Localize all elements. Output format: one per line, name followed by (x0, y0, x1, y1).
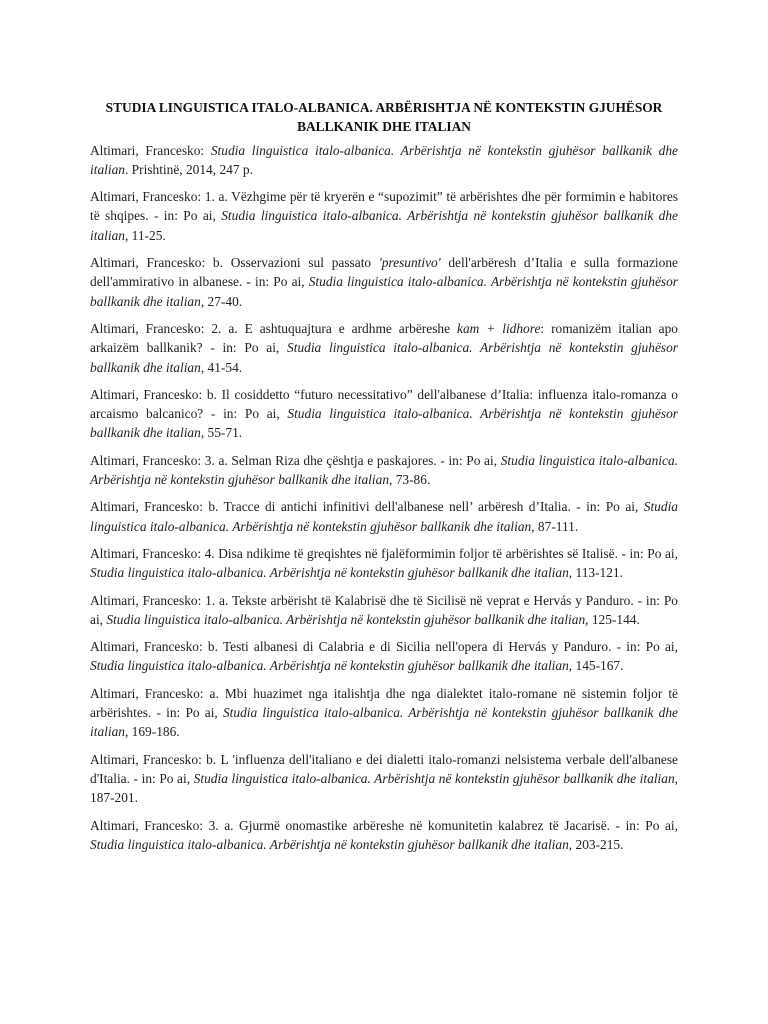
entry-text: , 87-111. (531, 518, 579, 534)
entry-text: , 41-54. (200, 359, 243, 375)
entry-text: , 113-121. (568, 565, 623, 581)
entry-italic-text: Studia linguistica italo-albanica. Arbërishtja në kontekstin gjuhësor ballkanik dhe italian (90, 499, 678, 534)
entry-italic-text: Studia linguistica italo-albanica. Arbërishtja në kontekstin gjuhësor ballkanik dhe italian (193, 770, 675, 786)
entry-text: Altimari, Francesko: b. Osservazioni sul passato (90, 255, 379, 271)
entry-text: Altimari, Francesko: 3. a. Selman Riza dhe çështja e paskajores. - in: Po ai, (90, 452, 501, 468)
bibliography-entry (90, 385, 678, 443)
entry-text: , 27-40. (200, 293, 243, 309)
bibliography-entry (90, 141, 678, 180)
entry-italic-text: Studia linguistica italo-albanica. Arbërishtja në kontekstin gjuhësor ballkanik dhe italian (90, 340, 679, 375)
entry-text: , 169-186. (124, 724, 180, 740)
entry-text: dell'arbëresh d’Italia e sulla formazione dell'ammirativo in albanese. - in: Po ai, (90, 255, 678, 290)
bibliography-entry (90, 544, 678, 583)
bibliography-entry (90, 451, 678, 490)
entry-text: , 125-144. (585, 611, 640, 627)
entry-italic-text: Studia linguistica italo-albanica. Arbërishtja në kontekstin gjuhësor ballkanik dhe italian (90, 836, 569, 852)
entry-italic-text: Studia linguistica italo-albanica. Arbërishtja në kontekstin gjuhësor ballkanik dhe italian (90, 142, 678, 177)
entry-text: : romanizëm italian apo arkaizëm ballkanik? - in: Po ai, (90, 320, 678, 356)
entry-text: Altimari, Francesko: 2. a. E ashtuquajtura e ardhme arbëreshe (90, 320, 457, 336)
entry-text: Altimari, Francesko: b. Tracce di antichi infinitivi dell'albanese nell’ arbëresh d’Italia. - in: Po ai, (90, 499, 644, 515)
bibliography-entry (90, 497, 678, 536)
entry-italic-text: kam + lidhore (457, 320, 541, 336)
entry-italic-text: 'presuntivo' (378, 255, 441, 271)
entry-text: Altimari, Francesko: a. Mbi huazimet nga italishtja dhe nga dialektet italo-romane në sistemin foljor të arbërishtes. - in: Po ai, (90, 685, 678, 721)
entry-text: Altimari, Francesko: 1. a. Vëzhgime për të kryerën e “supozimit” të arbërishtes dhe për formimin e habitores të shqipes. - in: Po ai, (90, 189, 678, 224)
entry-text: Altimari, Francesko: 3. a. Gjurmë onomastike arbëreshe në komunitetin kalabrez të Jacarisë. - in: Po ai, (90, 817, 678, 833)
bibliography-entry (90, 750, 678, 808)
entry-italic-text: Studia linguistica italo-albanica. Arbërishtja në kontekstin gjuhësor ballkanik dhe italian (90, 452, 678, 488)
entry-text: , 203-215. (568, 836, 624, 852)
bibliography-entry (90, 684, 678, 742)
entry-text: , 73-86. (389, 472, 431, 488)
entry-text: Altimari, Francesko: 1. a. Tekste arbërisht të Kalabrisë dhe të Sicilisë në veprat e Hervás y Panduro. - in: Po ai, (90, 592, 678, 627)
entry-text: Altimari, Francesko: b. Testi albanesi di Calabria e di Sicilia nell'opera di Hervás y Panduro. - in: Po ai, (90, 639, 678, 655)
entry-italic-text: Studia linguistica italo-albanica. Arbërishtja në kontekstin gjuhësor ballkanik dhe italian (90, 705, 678, 740)
bibliography-entry (90, 637, 678, 676)
entry-text: , 11-25. (124, 227, 166, 243)
entry-italic-text: Studia linguistica italo-albanica. Arbërishtja në kontekstin gjuhësor ballkanik dhe italian (90, 274, 679, 309)
entry-italic-text: Studia linguistica italo-albanica. Arbërishtja në kontekstin gjuhësor ballkanik dhe italian (90, 406, 678, 441)
bibliography-entry (90, 253, 678, 311)
entry-text: Altimari, Francesko: b. Il cosiddetto “futuro necessitativo” dell'albanese d’Italia: influenza italo-romanza o arcaismo balcanico? - in: Po ai, (90, 386, 678, 422)
entry-text: Altimari, Francesko: 4. Disa ndikime të greqishtes në fjalëformimin foljor të arbërishtes së Italisë. - in: Po ai, (90, 545, 678, 561)
entry-text: Altimari, Francesko: (90, 142, 211, 158)
entry-italic-text: Studia linguistica italo-albanica. Arbërishtja në kontekstin gjuhësor ballkanik dhe italian (90, 658, 569, 674)
entry-italic-text: Studia linguistica italo-albanica. Arbërishtja në kontekstin gjuhësor ballkanik dhe italian (106, 611, 586, 627)
entry-italic-text: Studia linguistica italo-albanica. Arbërishtja në kontekstin gjuhësor ballkanik dhe italian (90, 208, 678, 243)
document-title: STUDIA LINGUISTICA ITALO-ALBANICA. ARBËRISHTJA NË KONTEKSTIN GJUHËSOR BALLKANIK DHE ITALIAN (105, 100, 663, 135)
entry-text: , 187-201. (90, 770, 679, 806)
bibliography-entry (90, 319, 678, 377)
bibliography-entry (90, 816, 678, 855)
document-page (90, 98, 678, 862)
entry-text: , 55-71. (200, 425, 243, 441)
entry-text: , 145-167. (568, 658, 624, 674)
bibliography-entry (90, 591, 678, 630)
entry-italic-text: Studia linguistica italo-albanica. Arbërishtja në kontekstin gjuhësor ballkanik dhe italian (90, 565, 569, 581)
bibliography-list (90, 141, 678, 855)
entry-text: . Prishtinë, 2014, 247 p. (124, 161, 253, 177)
bibliography-entry (90, 187, 678, 245)
entry-text: Altimari, Francesko: b. L 'influenza dell'italiano e dei dialetti italo-romanzi nelsistema verbale dell'albanese d'Italia. - in: Po ai, (90, 751, 678, 786)
